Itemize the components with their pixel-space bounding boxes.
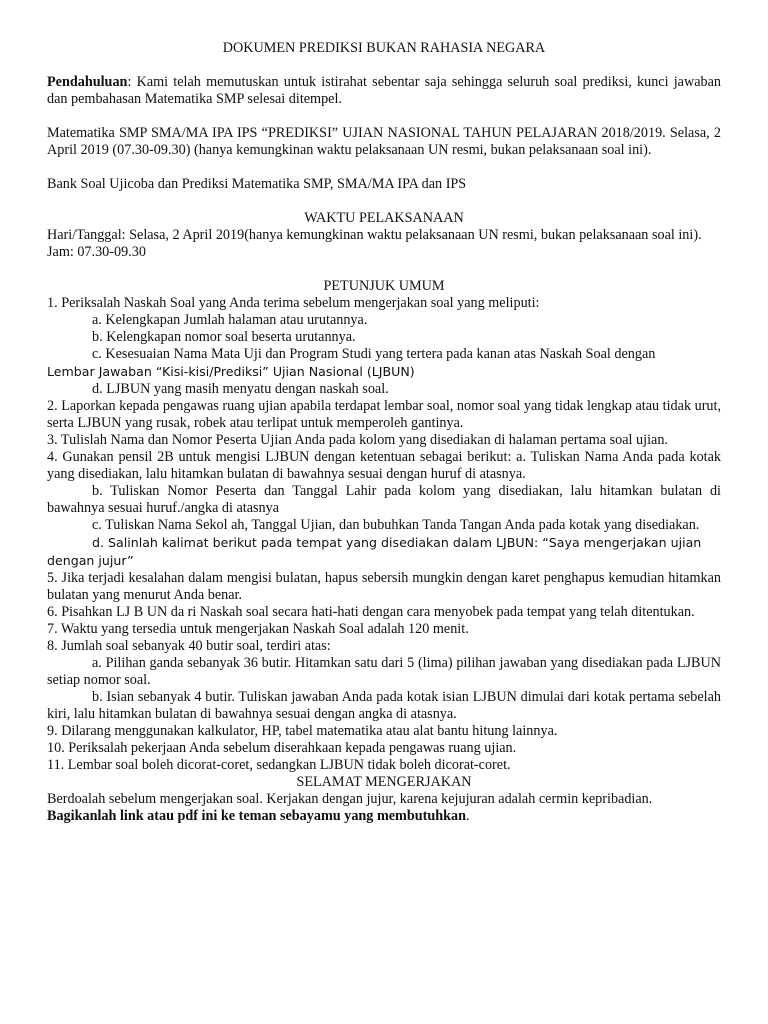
- document-title: DOKUMEN PREDIKSI BUKAN RAHASIA NEGARA: [222, 40, 546, 56]
- petunjuk-item: 2. Laporkan kepada pengawas ruang ujian apabila terdapat lembar soal, nomor soal yang tidak lengkap atau tidak urut, serta LJBUN yang rusak, robek atau terlipat untuk memperoleh gantinya.: [47, 398, 721, 431]
- subject-paragraph: [47, 125, 721, 159]
- petunjuk-item: 3. Tulislah Nama dan Nomor Peserta Ujian Anda pada kolom yang disediakan di halaman pertama soal ujian.: [47, 432, 668, 448]
- share-text: Bagikanlah link atau pdf ini ke teman sebayamu yang membutuhkan: [47, 808, 467, 824]
- petunjuk-subitem: a. Kelengkapan Jumlah halaman atau urutannya.: [92, 312, 368, 328]
- petunjuk-subitem-cont: Lembar Jawaban “Kisi-kisi/Prediksi” Ujian Nasional (LJBUN): [47, 364, 415, 379]
- share-line: Bagikanlah link atau pdf ini ke teman sebayamu yang membutuhkan.: [47, 808, 470, 824]
- petunjuk-item: 6. Pisahkan LJ B UN da ri Naskah soal secara hati-hati dengan cara menyobek pada tempat yang telah ditentukan.: [47, 604, 695, 620]
- petunjuk-heading: PETUNJUK UMUM: [323, 278, 445, 294]
- petunjuk-subitem: d. Salinlah kalimat berikut pada tempat yang disediakan dalam LJBUN: “Saya mengerjakan ujian: [92, 535, 702, 550]
- petunjuk-item: 11. Lembar soal boleh dicorat-coret, sedangkan LJBUN tidak boleh dicorat-coret.: [47, 757, 511, 773]
- petunjuk-item: 4. Gunakan pensil 2B untuk mengisi LJBUN dengan ketentuan sebagai berikut: a. Tuliskan Nama Anda pada kotak yang disediakan, lalu hitamkan bulatan di bawahnya sesuai dengan huruf di atasnya.: [47, 449, 721, 482]
- petunjuk-item: 1. Periksalah Naskah Soal yang Anda terima sebelum mengerjakan soal yang meliputi:: [47, 295, 540, 311]
- subject-lead: Matematika SMP SMA/MA IPA IPS “PREDIKSI” UJIAN NASIONAL TAHUN PELAJARAN 2018/2019.: [47, 125, 666, 141]
- petunjuk-subitem: c. Tuliskan Nama Sekol ah, Tanggal Ujian, dan bubuhkan Tanda Tangan Anda pada kotak yang disediakan.: [92, 517, 700, 533]
- petunjuk-subitem: a. Pilihan ganda sebanyak 36 butir. Hitamkan satu dari 5 (lima) pilihan jawaban yang disediakan pada LJBUN setiap nomor soal.: [47, 655, 721, 688]
- intro-label: Pendahuluan: [47, 74, 128, 90]
- waktu-heading: WAKTU PELAKSANAAN: [304, 210, 464, 226]
- petunjuk-item: 7. Waktu yang tersedia untuk mengerjakan Naskah Soal adalah 120 menit.: [47, 621, 469, 637]
- petunjuk-subitem: b. Kelengkapan nomor soal beserta urutannya.: [92, 329, 356, 345]
- petunjuk-item: 9. Dilarang menggunakan kalkulator, HP, tabel matematika atau alat bantu hitung lainnya.: [47, 723, 558, 739]
- waktu-jam: Jam: 07.30-09.30: [47, 244, 146, 260]
- petunjuk-subitem: d. LJBUN yang masih menyatu dengan naskah soal.: [92, 381, 389, 397]
- petunjuk-subitem: c. Kesesuaian Nama Mata Uji dan Program Studi yang tertera pada kanan atas Naskah Soal dengan: [92, 346, 656, 362]
- petunjuk-subitem: b. Tuliskan Nomor Peserta dan Tanggal Lahir pada kolom yang disediakan, lalu hitamkan bulatan di bawahnya sesuai huruf./angka di atasnya: [47, 483, 721, 516]
- petunjuk-item: 10. Periksalah pekerjaan Anda sebelum diserahkaan kepada pengawas ruang ujian.: [47, 740, 517, 756]
- waktu-hari: Hari/Tanggal: Selasa, 2 April 2019(hanya kemungkinan waktu pelaksanaan UN resmi, bukan pelaksanaan soal ini).: [47, 227, 702, 243]
- subject-rest: Selasa, 2 April 2019 (07.30-09.30) (hanya kemungkinan waktu pelaksanaan UN resmi, bukan pelaksanaan soal ini).: [47, 125, 722, 158]
- intro-paragraph: [47, 74, 721, 108]
- petunjuk-item: 5. Jika terjadi kesalahan dalam mengisi bulatan, hapus sebersih mungkin dengan karet penghapus kemudian hitamkan bulatan yang menurut Anda benar.: [47, 570, 721, 603]
- petunjuk-subitem-cont: dengan jujur”: [47, 553, 134, 568]
- bank-soal-line: Bank Soal Ujicoba dan Prediksi Matematika SMP, SMA/MA IPA dan IPS: [47, 176, 467, 192]
- closing-line: Berdoalah sebelum mengerjakan soal. Kerjakan dengan jujur, karena kejujuran adalah cermin kepribadian.: [47, 791, 653, 807]
- intro-text: : Kami telah memutuskan untuk istirahat sebentar saja sehingga seluruh soal prediksi, kunci jawaban dan pembahasan Matematika SMP selesai ditempel.: [47, 74, 721, 107]
- petunjuk-subitem: b. Isian sebanyak 4 butir. Tuliskan jawaban Anda pada kotak isian LJBUN dimulai dari kotak pertama sebelah kiri, lalu hitamkan bulatan di bawahnya sesuai dengan angka di atasnya.: [47, 689, 721, 722]
- petunjuk-item: 8. Jumlah soal sebanyak 40 butir soal, terdiri atas:: [47, 638, 331, 654]
- closing-heading: SELAMAT MENGERJAKAN: [296, 774, 472, 790]
